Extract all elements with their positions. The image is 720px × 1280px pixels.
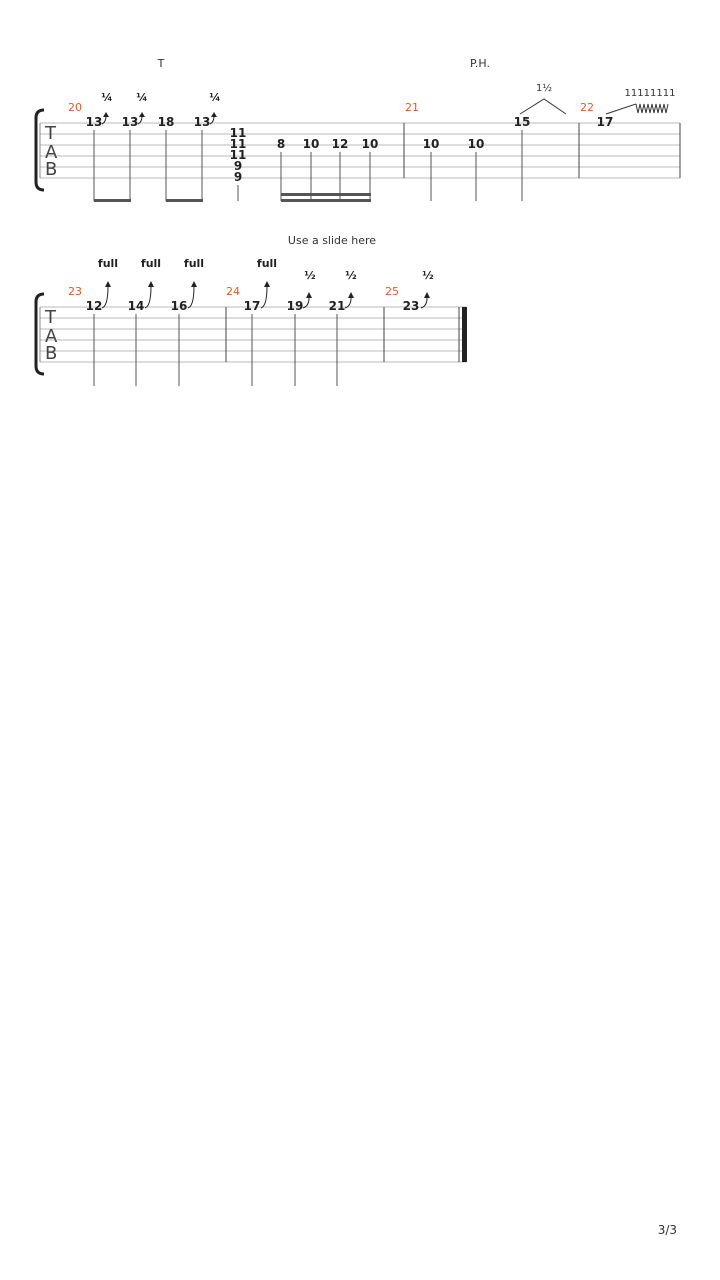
bend-amount: ¼ — [101, 91, 113, 104]
measure-number: 24 — [226, 285, 240, 298]
bend-amount: ½ — [345, 269, 357, 282]
bend-amount: full — [140, 257, 162, 270]
fret-number: 15 — [513, 115, 531, 129]
fret-number: 10 — [361, 137, 379, 151]
measure-number: 25 — [385, 285, 399, 298]
tab-letter-t: T — [45, 123, 56, 144]
measure-number: 20 — [68, 101, 82, 114]
bend-amount: ½ — [422, 269, 434, 282]
chord-fret: 9 — [233, 170, 243, 184]
final-barline — [462, 307, 467, 362]
vibrato-wave — [636, 104, 668, 113]
bend-arrowheads — [105, 281, 430, 298]
bend-amount: full — [183, 257, 205, 270]
chord-fret: 9 — [233, 159, 243, 173]
fret-number: 17 — [596, 115, 614, 129]
measure-number: 23 — [68, 285, 82, 298]
whammy-dip — [520, 99, 566, 114]
system-2 — [36, 234, 467, 386]
fret-number: 12 — [85, 299, 103, 313]
fret-number: 19 — [286, 299, 304, 313]
note-stems — [94, 314, 337, 386]
fret-number: 18 — [157, 115, 175, 129]
fret-number: 13 — [85, 115, 103, 129]
fret-number: 13 — [193, 115, 211, 129]
tab-letter-b: B — [45, 343, 58, 364]
tab-letter-t: T — [45, 307, 56, 328]
bend-amount: ½ — [304, 269, 316, 282]
note-beams — [94, 193, 371, 202]
fret-number: 21 — [328, 299, 346, 313]
chord-fret: 11 — [229, 137, 247, 151]
bend-amount: ¼ — [209, 91, 221, 104]
fret-number: 8 — [276, 137, 286, 151]
fret-number: 10 — [302, 137, 320, 151]
fret-number: 13 — [121, 115, 139, 129]
bend-amount: full — [97, 257, 119, 270]
tab-staff — [40, 123, 680, 178]
fret-number: 12 — [331, 137, 349, 151]
fret-number: 16 — [170, 299, 188, 313]
tapping-label: T — [157, 57, 165, 70]
system-1 — [36, 57, 680, 202]
chord-fret: 11 — [229, 126, 247, 140]
measure-number: 22 — [580, 101, 594, 114]
fret-number: 10 — [467, 137, 485, 151]
whammy-dip-amount: 1½ — [535, 83, 553, 94]
measure-number: 21 — [405, 101, 419, 114]
slide-annotation: Use a slide here — [287, 234, 377, 247]
tab-letter-a: A — [45, 326, 58, 347]
tab-staff — [40, 307, 466, 362]
fret-number: 14 — [127, 299, 145, 313]
fret-number: 17 — [243, 299, 261, 313]
bend-arrows — [102, 286, 427, 308]
chord-fret: 11 — [229, 148, 247, 162]
tab-letter-a: A — [45, 142, 58, 163]
fret-number: 23 — [402, 299, 420, 313]
bend-amount: full — [256, 257, 278, 270]
page-number: 3/3 — [657, 1223, 677, 1237]
vibrato-label: 11111111 — [624, 88, 676, 99]
pinch-harmonic-label: P.H. — [470, 57, 490, 70]
tab-letter-b: B — [45, 159, 58, 180]
vibrato-lead — [606, 104, 636, 114]
fret-number: 10 — [422, 137, 440, 151]
bend-amount: ¼ — [136, 91, 148, 104]
